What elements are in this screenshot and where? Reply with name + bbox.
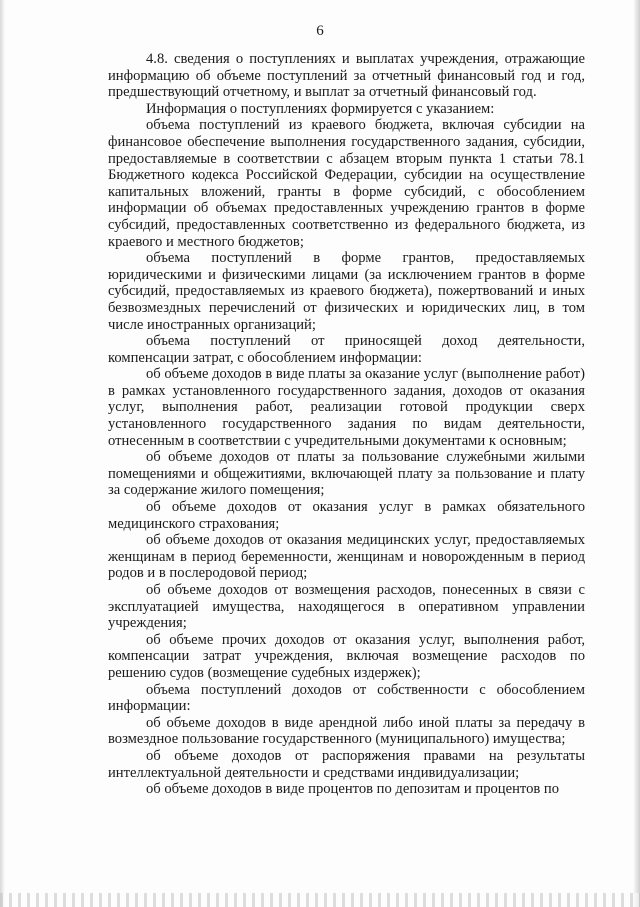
paragraph: объема поступлений доходов от собственности с обособлением информации:: [108, 681, 585, 715]
paragraph: об объеме доходов от оказания услуг в рамках обязательного медицинского страхования;: [108, 499, 585, 532]
paragraph: Информация о поступлениях формируется с указанием:: [146, 100, 495, 117]
scan-shadow-left: [0, 0, 5, 907]
paragraph: об объеме доходов в виде платы за оказание услуг (выполнение работ) в рамках установленного государственного задания, доходов от оказания услуг, выполнения работ, реализации готовой продукции сверх установленного государственного задания по видам деятельности, отнесенным в соответствии с учредительными документами к основным;: [108, 366, 586, 449]
paragraph: об объеме доходов в виде арендной либо иной платы за передачу в возмездное пользование государственного (муниципального) имущества;: [108, 714, 585, 748]
scan-shadow-right: [633, 0, 640, 907]
page-number: 6: [316, 23, 324, 39]
paragraph: об объеме доходов от оказания медицинских услуг, предоставляемых женщинам в период беременности, женщинам и новорожденным в период родов и в послеродовой период;: [108, 532, 585, 582]
paragraph: об объеме прочих доходов от оказания услуг, выполнения работ, компенсации затрат учреждения, включая возмещение расходов по решению судов (возмещение судебных издержек);: [108, 631, 585, 681]
document-body: [108, 51, 585, 798]
paragraph: объема поступлений из краевого бюджета, включая субсидии на финансовое обеспечение выполнения государственного задания, субсидии, предоставляемые в соответствии с абзацем вторым пункта 1 статьи 78.1 Бюджетного кодекса Российской Федерации, субсидии на осуществление капитальных вложений, гранты в форме субсидий, с обособлением информации об объемах предоставленных учреждению грантов в форме субсидий, предоставленных соответственно из федерального бюджета, из краевого и местного бюджетов;: [108, 117, 585, 250]
paragraph: об объеме доходов от возмещения расходов, понесенных в связи с эксплуатацией имущества, находящегося в оперативном управлении учреждения;: [108, 582, 585, 632]
scan-artifact-bottom: [0, 893, 640, 907]
paragraph: объема поступлений в форме грантов, предоставляемых юридическими и физическими лицами (за исключением грантов в форме субсидий, предоставляемых из краевого бюджета), пожертвований и иных безвозмездных перечислений от физических и юридических лиц, в том числе иностранных организаций;: [108, 250, 585, 333]
paragraph: об объеме доходов от платы за пользование служебными жилыми помещениями и общежитиями, включающей плату за пользование и плату за содержание жилого помещения;: [108, 449, 585, 499]
paragraph: об объеме доходов в виде процентов по депозитам и процентов по: [146, 781, 560, 798]
paragraph: объема поступлений от приносящей доход деятельности, компенсации затрат, с обособлением информации:: [108, 333, 585, 366]
paragraph: об объеме доходов от распоряжения правами на результаты интеллектуальной деятельности и средствами индивидуализации;: [108, 747, 585, 781]
paragraph: 4.8. сведения о поступлениях и выплатах учреждения, отражающие информацию об объеме поступлений за отчетный финансовый год и год, предшествующий отчетному, и выплат за отчетный финансовый год.: [108, 51, 585, 101]
